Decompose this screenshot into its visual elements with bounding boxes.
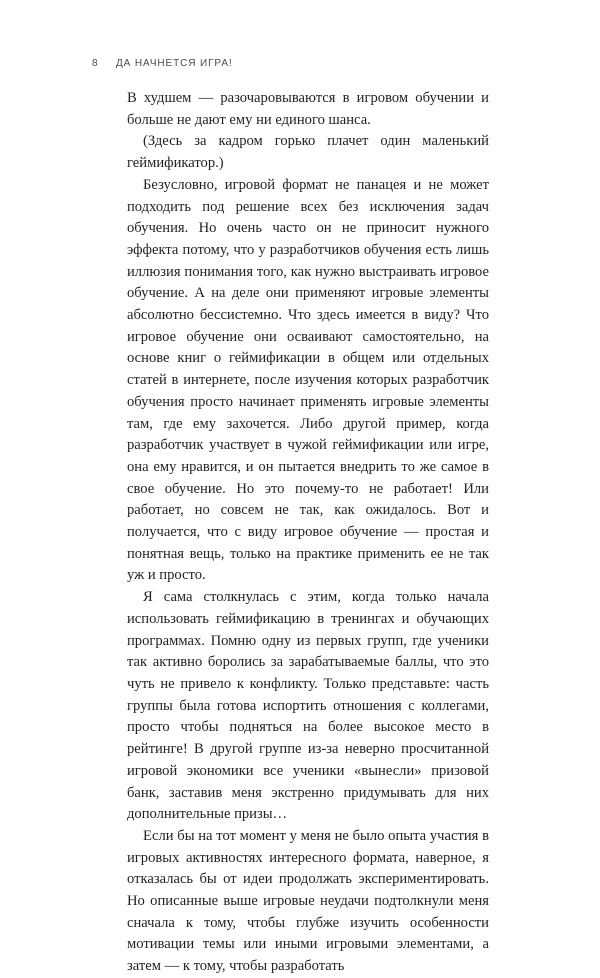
paragraph: Если бы на тот момент у меня не было опыта участия в игровых активностях интересного формата, наверное, я отказалась бы от идеи продолжать экспериментировать. Но описанные выше игровые неудачи подтолкнули меня сначала к тому, чтобы глубже изучить особенности мотивации темы или иными игровыми элементами, а затем — к тому, чтобы разработать [127, 827, 489, 975]
paragraph: Безусловно, игровой формат не панацея и не может подходить под решение всех без исключения задач обучения. Но очень часто он не приносит нужного эффекта потому, что у разработчиков обучения есть лишь иллюзия понимания того, как нужно выстраивать игровое обучение. А на деле они применяют игровые элементы абсолютно бессистемно. Что здесь имеется в виду? Что игровое обучение они осваивают самостоятельно, на основе книг о геймификации в общем или отдельных статей в интернете, после изучения которых разработчик обучения просто начинает применять игровые элементы там, где ему захочется. Либо другой пример, когда разработчик участвует в чужой геймификации или игре, она ему нравится, и он пытается внедрить то же самое в свое обучение. Но это почему-то не работает! Или работает, но совсем не так, как ожидалось. Вот и получается, что с виду игровое обучение — простая и понятная вещь, только на практике применить ее не так уж и просто. [127, 176, 489, 584]
paragraph-continued: В худшем — разочаровываются в игровом обучении и больше не дают ему ни единого шанса. [127, 90, 489, 128]
paragraph: Я сама столкнулась с этим, когда только начала использовать геймификацию в тренингах и обучающих программах. Помню одну из первых групп, где ученики так активно боролись за зарабатываемые баллы, что это чуть не привело к конфликту. Только представьте: часть группы была готова испортить отношения с коллегами, просто чтобы подняться на более высокое место в рейтинге! В другой группе из-за неверно просчитанной игровой экономики все ученики «вынесли» призовой банк, заставив меня экстренно придумывать для них дополнительные призы… [127, 589, 489, 823]
body-text [127, 88, 489, 978]
page-number: 8 [92, 58, 99, 69]
paragraph-aside: (Здесь за кадром горько плачет один маленький геймификатор.) [127, 133, 489, 172]
running-head [92, 58, 233, 69]
chapter-title: ДА НАЧНЕТСЯ ИГРА! [116, 58, 233, 69]
